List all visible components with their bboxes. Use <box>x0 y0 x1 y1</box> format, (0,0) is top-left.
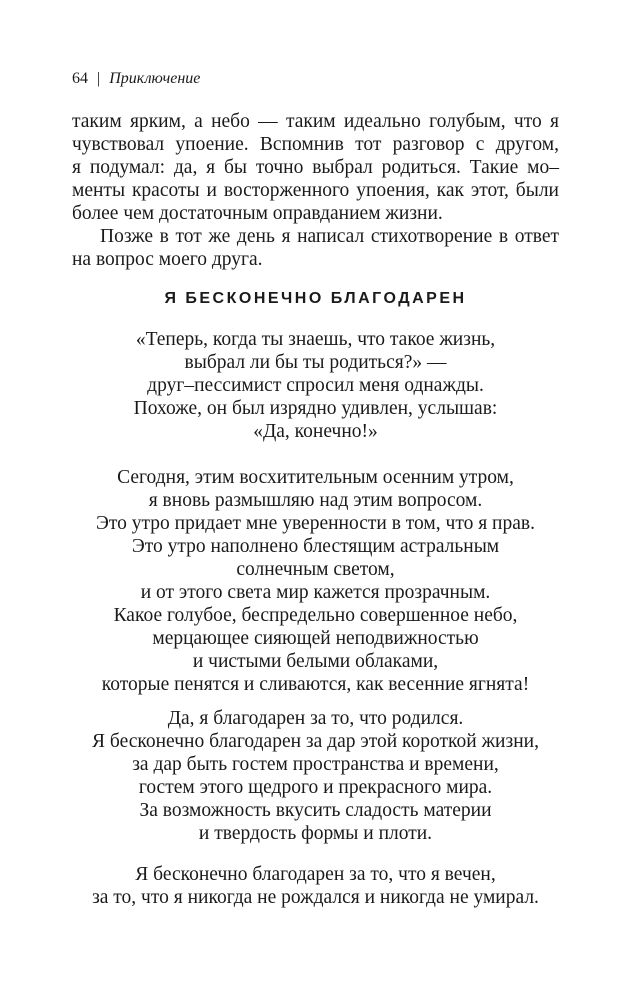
running-header <box>72 70 200 88</box>
poem-line: За возможность вкусить сладость материи <box>139 800 492 821</box>
section-title: Приключение <box>109 70 201 87</box>
prose-line: более чем достаточным оправданием жизни. <box>72 203 443 224</box>
prose-line: чувствовал упоение. Вспомнив тот разговор с другом, <box>72 134 559 155</box>
poem-line: Это утро придает мне уверенности в том, что я прав. <box>96 513 535 534</box>
poem-line: мерцающее сияющей неподвижностью <box>152 628 479 649</box>
poem-line: Похоже, он был изрядно удивлен, услышав: <box>133 398 498 419</box>
prose-line: Позже в тот же день я написал стихотворение в ответ <box>100 226 559 247</box>
poem-line: которые пенятся и сливаются, как весенние ягнята! <box>101 674 530 695</box>
poem-stanza-1 <box>72 328 559 443</box>
poem-line: Да, я благодарен за то, что родился. <box>167 708 464 729</box>
poem-line: и чистыми белыми облаками, <box>192 651 439 672</box>
poem-line: солнечным светом, <box>236 559 395 580</box>
prose-paragraphs <box>72 110 559 271</box>
poem-line: гостем этого щедрого и прекрасного мира. <box>138 777 493 798</box>
prose-line: я подумал: да, я бы точно выбрал родиться. Такие мо– <box>72 157 559 178</box>
prose-line: таким ярким, а небо — таким идеально голубым, что я <box>72 111 559 132</box>
poem-line: за то, что я никогда не рождался и никогда не умирал. <box>92 887 539 908</box>
poem-line: и твердость формы и плоти. <box>198 823 433 844</box>
prose-line: на вопрос моего друга. <box>72 249 263 270</box>
poem-line: я вновь размышляю над этим вопросом. <box>148 490 483 511</box>
prose-line: менты красоты и восторженного упоения, как этот, были <box>72 180 559 201</box>
poem-line: «Теперь, когда ты знаешь, что такое жизнь, <box>135 329 496 350</box>
page-number: 64 <box>72 70 88 87</box>
poem-line: выбрал ли бы ты родиться?» — <box>184 352 447 373</box>
poem-line: за дар быть гостем пространства и времени, <box>132 754 499 775</box>
header-separator: | <box>97 70 101 87</box>
poem-line: Это утро наполнено блестящим астральным <box>131 536 500 557</box>
poem-stanza-4 <box>72 863 559 909</box>
poem-line: Я бесконечно благодарен за дар этой короткой жизни, <box>92 731 539 752</box>
poem-line: Я бесконечно благодарен за то, что я вечен, <box>135 864 496 885</box>
poem-title: Я БЕСКОНЕЧНО БЛАГОДАРЕН <box>164 290 467 307</box>
poem-stanza-2 <box>72 466 559 696</box>
poem-stanza-3 <box>72 707 559 845</box>
poem-line: Какое голубое, беспредельно совершенное небо, <box>113 605 518 626</box>
poem-line: «Да, конечно!» <box>253 421 378 442</box>
poem-line: Сегодня, этим восхитительным осенним утром, <box>117 467 514 488</box>
poem-line: друг–пессимист спросил меня однажды. <box>147 375 484 396</box>
poem-line: и от этого света мир кажется прозрачным. <box>140 582 491 603</box>
